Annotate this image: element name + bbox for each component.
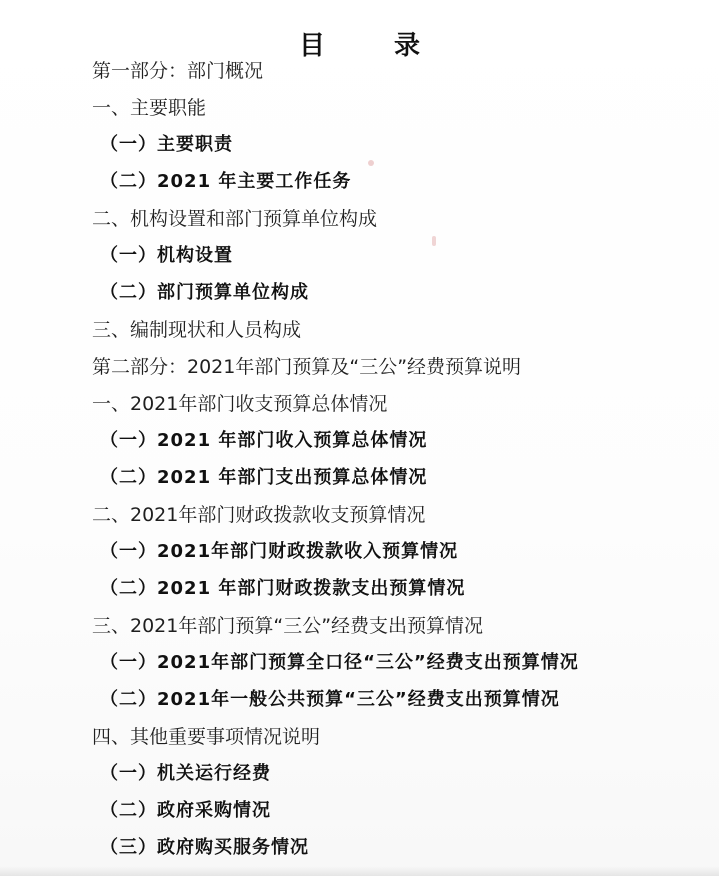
stamp-speck	[432, 236, 436, 246]
stamp-speck	[368, 160, 374, 166]
toc-entry: 四、其他重要事项情况说明	[92, 726, 321, 748]
toc-entry: （一）主要职责	[100, 134, 233, 155]
toc-entry: （二）2021年一般公共预算“三公”经费支出预算情况	[100, 689, 560, 710]
toc-entry: 二、2021年部门财政拨款收支预算情况	[92, 504, 426, 526]
toc-entry: （一）2021 年部门收入预算总体情况	[100, 430, 428, 451]
toc-entry: 三、2021年部门预算“三公”经费支出预算情况	[92, 615, 484, 637]
toc-entry: （二）2021 年部门支出预算总体情况	[100, 467, 428, 488]
toc-entry: （二）2021 年部门财政拨款支出预算情况	[100, 578, 466, 599]
toc-entry: 一、主要职能	[92, 97, 207, 119]
toc-entry: （一）2021年部门预算全口径“三公”经费支出预算情况	[100, 652, 579, 673]
toc-entry: （一）机关运行经费	[100, 763, 271, 784]
toc-entry: 二、机构设置和部门预算单位构成	[92, 208, 378, 230]
toc-entry: （二）部门预算单位构成	[100, 282, 309, 303]
toc-entry: （一）机构设置	[100, 245, 233, 266]
toc-entry: （一）2021年部门财政拨款收入预算情况	[100, 541, 459, 562]
toc-entry: 三、编制现状和人员构成	[92, 319, 302, 341]
toc-entry: 第二部分：2021年部门预算及“三公”经费预算说明	[92, 356, 522, 378]
toc-entry: 一、2021年部门收支预算总体情况	[92, 393, 388, 415]
page-title: 目 录	[298, 31, 451, 62]
toc-entry: 第一部分：部门概况	[92, 60, 264, 82]
page-bottom-edge	[0, 866, 719, 876]
toc-entry: （二）政府采购情况	[100, 800, 271, 821]
toc-entry: （二）2021 年主要工作任务	[100, 171, 352, 192]
toc-entry: （三）政府购买服务情况	[100, 837, 309, 858]
